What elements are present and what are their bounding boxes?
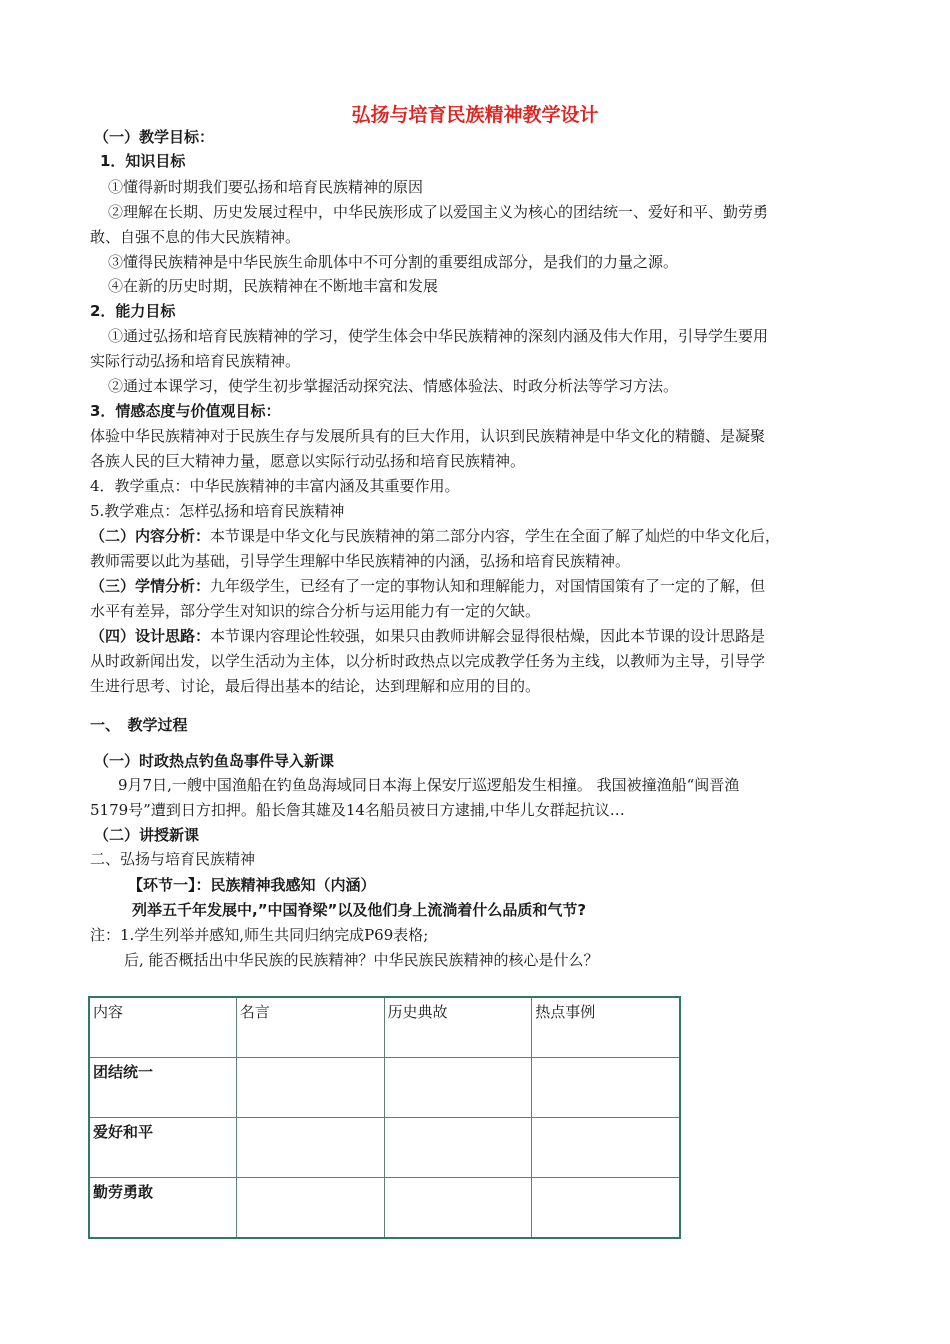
objective-line: 4．教学重点：中华民族精神的丰富内涵及其重要作用。 [90, 477, 460, 495]
table-cell [532, 1118, 680, 1178]
analysis-line [90, 576, 765, 596]
table-cell [236, 1118, 384, 1178]
objective-line: 各族人民的巨大精神力量，愿意以实际行动弘扬和培育民族精神。 [90, 452, 526, 470]
process-line: 5179号”遭到日方扣押。船长詹其雄及14名船员被日方逮捕,中华儿女群起抗议… [90, 801, 625, 819]
objective-line: ①懂得新时期我们要弘扬和培育民族精神的原因 [108, 178, 424, 196]
objective-line: 5.教学难点：怎样弘扬和培育民族精神 [90, 502, 345, 520]
table-cell [236, 1178, 384, 1239]
table-row [89, 1178, 680, 1239]
section-label: （四）设计思路： [90, 627, 211, 645]
process-line: （二）讲授新课 [94, 826, 200, 844]
table-cell [384, 1058, 532, 1118]
table-header-cell: 热点事例 [532, 997, 680, 1058]
table-row-label: 爱好和平 [89, 1118, 236, 1178]
section-label: （二）内容分析： [90, 527, 211, 545]
objective-line: ①通过弘扬和培育民族精神的学习，使学生体会中华民族精神的深刻内涵及伟大作用，引导学生要用 [108, 327, 769, 345]
objective-line: 3．情感态度与价值观目标： [90, 402, 281, 420]
section-text: 九年级学生，已经有了一定的事物认知和理解能力，对国情国策有了一定的了解，但 [210, 577, 766, 595]
table-row [89, 1058, 680, 1118]
analysis-line: 水平有差异，部分学生对知识的综合分析与运用能力有一定的欠缺。 [90, 602, 541, 620]
objective-line: 1．知识目标 [100, 152, 186, 170]
objective-line: ②理解在长期、历史发展过程中，中华民族形成了以爱国主义为核心的团结统一、爱好和平、勤劳勇 [108, 203, 769, 221]
process-line: 列举五千年发展中,”中国脊梁”以及他们身上流淌着什么品质和气节? [132, 901, 587, 919]
objective-line: ③懂得民族精神是中华民族生命肌体中不可分割的重要组成部分，是我们的力量之源。 [108, 253, 679, 271]
objective-line: 体验中华民族精神对于民族生存与发展所具有的巨大作用，认识到民族精神是中华文化的精髓、是凝聚 [90, 427, 766, 445]
content-table [88, 996, 681, 1239]
analysis-line: 从时政新闻出发，以学生活动为主体，以分析时政热点以完成教学任务为主线，以教师为主导，引导学 [90, 652, 766, 670]
analysis-line [90, 526, 780, 546]
analysis-line: 生进行思考、讨论，最后得出基本的结论，达到理解和应用的目的。 [90, 677, 541, 695]
process-line: 后, 能否概括出中华民族的民族精神？中华民族民族精神的核心是什么？ [124, 951, 599, 969]
table-header-row [89, 997, 680, 1058]
section-label: （三）学情分析： [90, 577, 211, 595]
process-line: 注：1.学生列举并感知,师生共同归纳完成P69表格; [90, 926, 429, 944]
objective-line: ②通过本课学习，使学生初步掌握活动探究法、情感体验法、时政分析法等学习方法。 [108, 377, 679, 395]
table-cell [236, 1058, 384, 1118]
table-row-label: 团结统一 [89, 1058, 236, 1118]
table-row-label: 勤劳勇敢 [89, 1178, 236, 1239]
analysis-line: 教师需要以此为基础，引导学生理解中华民族精神的内涵，弘扬和培育民族精神。 [90, 552, 631, 570]
objective-line: 敢、自强不息的伟大民族精神。 [90, 228, 301, 246]
objective-line: 2．能力目标 [90, 302, 176, 320]
objective-line: （一）教学目标： [94, 128, 215, 146]
process-line: 9月7日,一艘中国渔船在钓鱼岛海域同日本海上保安厅巡逻船发生相撞。 我国被撞渔船“闽晋渔 [118, 776, 740, 794]
process-line: 二、弘扬与培育民族精神 [90, 850, 256, 868]
table-cell [384, 1178, 532, 1239]
table-cell [532, 1058, 680, 1118]
objective-line: 实际行动弘扬和培育民族精神。 [90, 352, 301, 370]
table-cell [532, 1178, 680, 1239]
process-line: 一、 教学过程 [90, 716, 188, 734]
table-header-cell: 内容 [89, 997, 236, 1058]
document-title: 弘扬与培育民族精神教学设计 [351, 104, 599, 126]
section-text: 本节课内容理论性较强，如果只由教师讲解会显得很枯燥，因此本节课的设计思路是 [210, 627, 766, 645]
process-line: （一）时政热点钓鱼岛事件导入新课 [94, 752, 335, 770]
analysis-line [90, 626, 765, 646]
process-line: 【环节一】：民族精神我感知（内涵） [128, 876, 376, 894]
section-text: 本节课是中华文化与民族精神的第二部分内容，学生在全面了解了灿烂的中华文化后， [210, 527, 781, 545]
objective-line: ④在新的历史时期，民族精神在不断地丰富和发展 [108, 277, 439, 295]
table-header-cell: 名言 [236, 997, 384, 1058]
table-header-cell: 历史典故 [384, 997, 532, 1058]
table-cell [384, 1118, 532, 1178]
table-row [89, 1118, 680, 1178]
